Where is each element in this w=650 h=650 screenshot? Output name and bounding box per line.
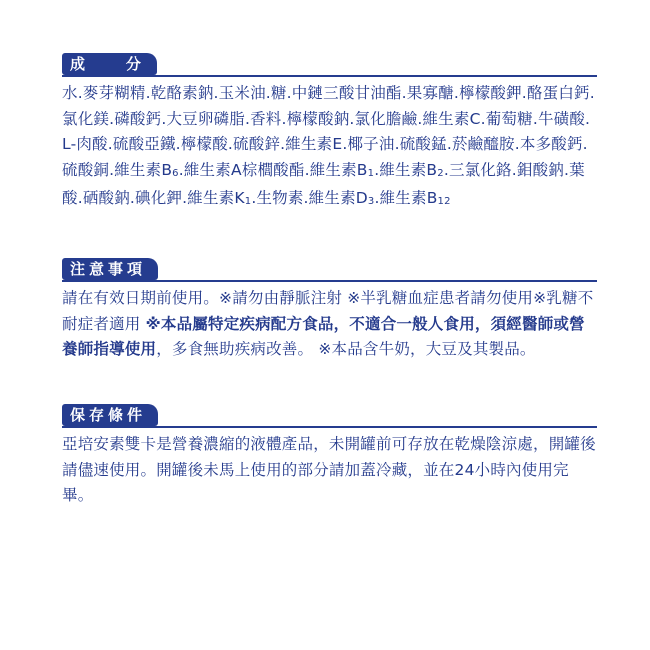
ingredients-text [62,81,597,215]
ingredients-subscript: 6 [172,167,179,179]
storage-section [62,404,597,509]
storage-heading: 保存條件 [62,404,158,426]
ingredients-text-part: .三氯化鉻.鉬酸鈉.葉酸.硒酸鈉.碘化鉀.維生素K [62,160,585,207]
notes-bold-text: ※本品屬特定疾病配方食品，不適合一般人食用，須經醫師或營養師指導使用 [62,314,585,358]
notes-heading: 注意事項 [62,258,158,280]
notes-divider [62,280,597,282]
notes-text-part: ，多食無助疾病改善。 ※本品含牛奶，大豆及其製品。 [156,340,536,358]
notes-text-part: 請在有效日期前使用。※請勿由靜脈注射 ※半乳糖血症患者請勿使用※乳糖不耐症者適用 [62,289,594,333]
notes-text [62,286,597,363]
storage-text: 亞培安素雙卡是營養濃縮的液體產品，未開罐前可存放在乾燥陰涼處，開罐後請儘速使用。開罐後未馬上使用的部分請加蓋冷藏，並在24小時內使用完畢。 [62,435,596,504]
ingredients-subscript: 12 [437,196,451,207]
ingredients-heading: 成 分 [62,53,157,75]
ingredients-text-part: .維生素A棕櫚酸酯.維生素B [178,160,368,179]
ingredients-subscript: 1 [244,196,252,207]
ingredients-text-part: .維生素B [374,160,438,179]
ingredients-subscript: 2 [437,167,444,179]
ingredients-divider [62,75,597,77]
notes-section [62,258,597,363]
ingredients-subscript: 3 [367,196,375,207]
ingredients-text-part: .生物素.維生素D [251,189,368,207]
ingredients-subscript: 1 [367,167,375,179]
ingredients-section [62,53,597,215]
storage-divider [62,426,597,428]
ingredients-text-part: .維生素B [374,189,438,207]
ingredients-text-part: 水.麥芽糊精.乾酪素鈉.玉米油.糖.中鏈三酸甘油酯.果寡醣.檸檬酸鉀.酪蛋白鈣.氯化鎂.磷酸鈣.大豆卵磷脂.香料.檸檬酸鈉.氯化膽鹼.維生素C.葡萄糖.牛磺酸.L-肉酸.硫酸亞鐵.檸檬酸.硫酸鋅.維生素E.椰子油.硫酸錳.菸鹼醯胺.本多酸鈣.硫酸銅.維生素B [62,84,595,179]
